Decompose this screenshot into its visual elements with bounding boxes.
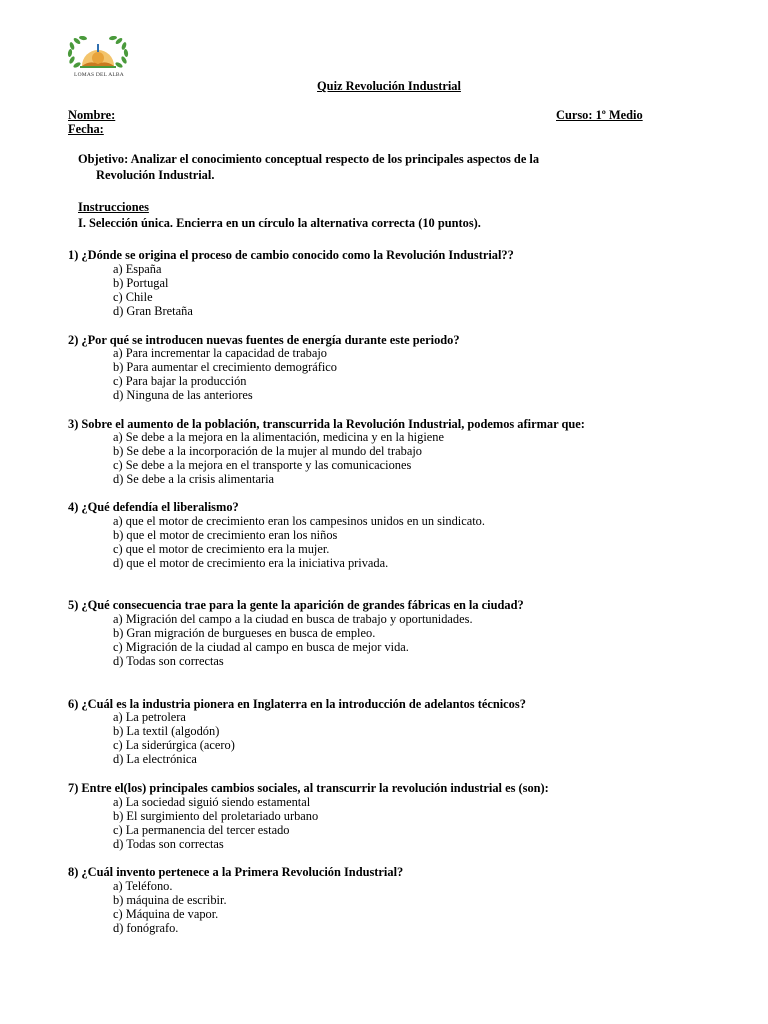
option[interactable]: c) Chile (113, 290, 153, 304)
option[interactable]: a) La petrolera (113, 710, 186, 724)
question-3: 3) Sobre el aumento de la población, transcurrida la Revolución Industrial, podemos afirmar que: (68, 417, 585, 431)
question-2: 2) ¿Por qué se introducen nuevas fuentes de energía durante este periodo? (68, 333, 460, 347)
option[interactable]: a) Para incrementar la capacidad de trabajo (113, 346, 327, 360)
option[interactable]: b) El surgimiento del proletariado urbano (113, 809, 319, 823)
instructions-item: I. Selección única. Encierra en un círculo la alternativa correcta (10 puntos). (78, 216, 481, 230)
question-4: 4) ¿Qué defendía el liberalismo? (68, 500, 239, 514)
option[interactable]: b) Se debe a la incorporación de la mujer al mundo del trabajo (113, 444, 422, 458)
question-1: 1) ¿Dónde se origina el proceso de cambio conocido como la Revolución Industrial?? (68, 248, 514, 262)
instructions-heading: Instrucciones (78, 200, 149, 214)
option[interactable]: c) Para bajar la producción (113, 374, 247, 388)
option[interactable]: d) La electrónica (113, 752, 197, 766)
question-3-options (113, 430, 444, 486)
objective-line-1: Objetivo: Analizar el conocimiento conceptual respecto de los principales aspectos de la (78, 152, 540, 166)
question-2-options (113, 346, 337, 402)
option[interactable]: b) La textil (algodón) (113, 724, 220, 738)
option[interactable]: d) Todas son correctas (113, 837, 224, 851)
option[interactable]: c) que el motor de crecimiento era la mujer. (113, 542, 330, 556)
option[interactable]: d) fonógrafo. (113, 921, 179, 935)
question-5: 5) ¿Qué consecuencia trae para la gente la aparición de grandes fábricas en la ciudad? (68, 598, 524, 612)
option[interactable]: a) Se debe a la mejora en la alimentación, medicina y en la higiene (113, 430, 444, 444)
option[interactable]: a) que el motor de crecimiento eran los campesinos unidos en un sindicato. (113, 514, 485, 528)
fecha-label: Fecha: (68, 122, 104, 136)
option[interactable]: d) Todas son correctas (113, 654, 224, 668)
option[interactable]: d) Gran Bretaña (113, 304, 193, 318)
question-7: 7) Entre el(los) principales cambios sociales, al transcurrir la revolución industrial es (son): (68, 781, 549, 795)
option[interactable]: a) La sociedad siguió siendo estamental (113, 795, 311, 809)
option[interactable]: c) Migración de la ciudad al campo en busca de mejor vida. (113, 640, 409, 654)
option[interactable]: c) Se debe a la mejora en el transporte y las comunicaciones (113, 458, 412, 472)
option[interactable]: c) La siderúrgica (acero) (113, 738, 235, 752)
objective-line-2: Revolución Industrial. (96, 168, 215, 182)
question-4-options (113, 514, 485, 570)
option[interactable]: b) Gran migración de burgueses en busca de empleo. (113, 626, 376, 640)
option[interactable]: a) Teléfono. (113, 879, 173, 893)
nombre-label: Nombre: (68, 108, 116, 122)
option[interactable]: c) Máquina de vapor. (113, 907, 219, 921)
option[interactable]: d) Se debe a la crisis alimentaria (113, 472, 275, 486)
option[interactable]: d) que el motor de crecimiento era la iniciativa privada. (113, 556, 389, 570)
question-8-options (113, 879, 227, 935)
option[interactable]: b) que el motor de crecimiento eran los niños (113, 528, 338, 542)
option[interactable]: a) España (113, 262, 162, 276)
option[interactable]: b) Para aumentar el crecimiento demográfico (113, 360, 337, 374)
quiz-title: Quiz Revolución Industrial (317, 79, 461, 93)
option[interactable]: a) Migración del campo a la ciudad en busca de trabajo y oportunidades. (113, 612, 473, 626)
question-8: 8) ¿Cuál invento pertenece a la Primera Revolución Industrial? (68, 865, 404, 879)
question-1-options (113, 262, 193, 318)
question-6-options (113, 710, 235, 766)
question-6: 6) ¿Cuál es la industria pionera en Inglaterra en la introducción de adelantos técnicos? (68, 697, 526, 711)
question-7-options (113, 795, 318, 851)
option[interactable]: c) La permanencia del tercer estado (113, 823, 290, 837)
option[interactable]: b) máquina de escribir. (113, 893, 227, 907)
question-5-options (113, 612, 473, 668)
logo-text: LOMAS DEL ALBA (74, 72, 124, 78)
curso-label: Curso: 1º Medio (556, 108, 643, 122)
option[interactable]: b) Portugal (113, 276, 169, 290)
option[interactable]: d) Ninguna de las anteriores (113, 388, 253, 402)
